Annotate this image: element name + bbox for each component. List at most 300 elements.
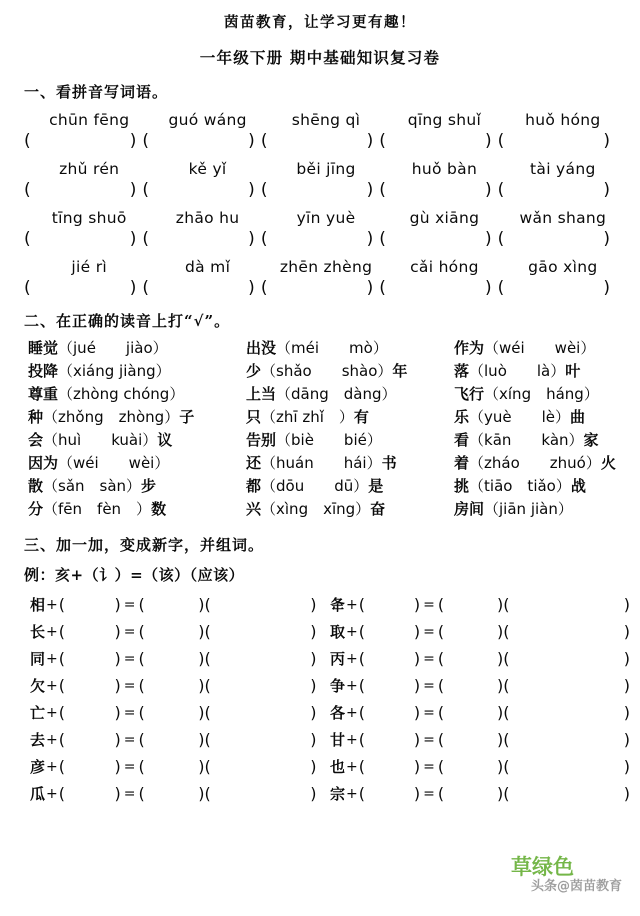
open-paren: ( <box>503 649 510 668</box>
add-char-exercise <box>30 729 330 750</box>
new-character-blank[interactable] <box>138 784 204 803</box>
tone-choice-item[interactable] <box>28 337 246 360</box>
tone-choice-item[interactable] <box>454 475 628 498</box>
close-paren: ) <box>248 229 255 249</box>
close-paren: ) <box>623 676 630 695</box>
answer-blank[interactable] <box>261 133 379 150</box>
plus-sign: + <box>46 623 58 640</box>
tone-options[interactable]: （jué jiào） <box>58 339 168 357</box>
word-blank[interactable] <box>503 703 630 722</box>
tone-choice-row <box>28 383 628 406</box>
add-char-exercise <box>330 702 630 723</box>
answer-blank[interactable] <box>24 280 142 297</box>
open-paren: ( <box>204 703 211 722</box>
answer-blank[interactable] <box>261 231 379 248</box>
answer-blank[interactable] <box>498 280 616 297</box>
tone-choice-item[interactable] <box>454 429 628 452</box>
base-character: 甘 <box>330 731 346 749</box>
pinyin-word: huǒ bàn <box>411 160 478 178</box>
pinyin-word: wǎn shang <box>519 209 607 227</box>
add-char-row <box>30 699 630 726</box>
tone-word: 还 <box>246 454 262 472</box>
radical-blank[interactable] <box>359 622 420 641</box>
close-paren: ) <box>114 757 121 776</box>
tone-options[interactable]: （fēn fèn ） <box>43 500 152 518</box>
base-character: 也 <box>330 758 346 776</box>
word-blank[interactable] <box>204 649 316 668</box>
open-paren: ( <box>358 730 365 749</box>
close-paren: ) <box>413 595 421 614</box>
new-character-blank[interactable] <box>138 676 204 695</box>
close-paren: ) <box>114 622 121 641</box>
radical-blank[interactable] <box>359 784 420 803</box>
equals-sign: = <box>123 677 136 694</box>
equals-sign: = <box>123 650 136 667</box>
open-paren: ( <box>204 757 211 776</box>
equals-sign: = <box>123 758 136 775</box>
pinyin-word: zhēn zhèng <box>279 258 373 276</box>
tone-options[interactable]: （huán hái） <box>261 454 382 472</box>
open-paren: ( <box>58 676 65 695</box>
close-paren: ) <box>198 649 205 668</box>
pinyin-word: gù xiāng <box>409 209 480 227</box>
tone-word: 因为 <box>28 454 59 472</box>
word-blank[interactable] <box>204 622 316 641</box>
tone-choice-item[interactable] <box>246 475 454 498</box>
open-paren: ( <box>379 278 386 298</box>
word-blank[interactable] <box>503 784 630 803</box>
base-character: 去 <box>30 731 46 749</box>
word-blank[interactable] <box>204 595 316 614</box>
tone-options[interactable]: （xíng háng） <box>484 385 599 403</box>
tone-word-suffix: 议 <box>157 431 173 449</box>
open-paren: ( <box>58 649 65 668</box>
add-char-exercise <box>330 729 630 750</box>
tone-options[interactable]: （kān kàn） <box>469 431 584 449</box>
close-paren: ) <box>623 622 630 641</box>
tone-choice-item[interactable] <box>28 475 246 498</box>
answer-blank[interactable] <box>498 182 616 199</box>
tone-word-suffix: 家 <box>583 431 599 449</box>
close-paren: ) <box>198 730 205 749</box>
add-char-exercise <box>30 675 330 696</box>
plus-sign: + <box>46 785 58 802</box>
open-paren: ( <box>497 229 505 249</box>
open-paren: ( <box>138 730 145 749</box>
tone-options[interactable]: （méi mò） <box>276 339 388 357</box>
new-character-blank[interactable] <box>138 622 204 641</box>
close-paren: ) <box>310 730 317 749</box>
tone-options[interactable]: （sǎn sàn） <box>43 477 142 495</box>
new-character-blank[interactable] <box>138 757 204 776</box>
tone-choice-item[interactable] <box>28 406 246 429</box>
word-blank[interactable] <box>503 595 630 614</box>
pinyin-word: dà mǐ <box>185 258 231 276</box>
add-char-row <box>30 780 630 807</box>
watermark <box>460 850 630 900</box>
open-paren: ( <box>437 595 445 614</box>
answer-blank[interactable] <box>142 182 260 199</box>
add-char-row <box>30 618 630 645</box>
open-paren: ( <box>497 278 505 298</box>
tone-options[interactable]: （tiāo tiǎo） <box>469 477 571 495</box>
add-char-exercise <box>330 756 630 777</box>
word-blank[interactable] <box>204 703 316 722</box>
open-paren: ( <box>437 784 445 803</box>
base-character: 彦 <box>30 758 46 776</box>
close-paren: ) <box>413 784 421 803</box>
add-char-exercise <box>30 756 330 777</box>
tone-options[interactable]: （huì kuài） <box>43 431 158 449</box>
close-paren: ) <box>114 595 121 614</box>
new-character-blank[interactable] <box>438 784 503 803</box>
tone-choice-item[interactable] <box>246 498 454 521</box>
tone-options[interactable]: （jiān jiàn） <box>484 500 573 518</box>
tone-word: 出没 <box>246 339 277 357</box>
tone-choice-item[interactable] <box>454 360 628 383</box>
pinyin-word: cǎi hóng <box>410 258 479 276</box>
open-paren: ( <box>58 757 65 776</box>
open-paren: ( <box>142 180 150 200</box>
pinyin-word: qīng shuǐ <box>407 111 482 129</box>
open-paren: ( <box>58 622 65 641</box>
tone-choice-item[interactable] <box>454 452 628 475</box>
new-character-blank[interactable] <box>438 595 503 614</box>
word-blank[interactable] <box>204 730 316 749</box>
close-paren: ) <box>248 131 255 151</box>
add-char-exercise <box>330 675 630 696</box>
open-paren: ( <box>379 229 386 249</box>
open-paren: ( <box>142 131 150 151</box>
open-paren: ( <box>437 757 445 776</box>
close-paren: ) <box>496 757 504 776</box>
plus-sign: + <box>46 596 58 613</box>
new-character-blank[interactable] <box>138 703 204 722</box>
open-paren: ( <box>503 784 510 803</box>
watermark-brand-green: 草绿色 <box>511 855 574 879</box>
close-paren: ) <box>129 229 137 249</box>
plus-sign: + <box>46 677 58 694</box>
pinyin-word: shēng qì <box>291 111 361 129</box>
tone-choice-item[interactable] <box>454 406 628 429</box>
open-paren: ( <box>58 784 65 803</box>
close-paren: ) <box>603 278 611 298</box>
open-paren: ( <box>204 730 211 749</box>
word-blank[interactable] <box>503 622 630 641</box>
close-paren: ) <box>366 131 374 151</box>
open-paren: ( <box>58 703 65 722</box>
tone-word: 分 <box>28 500 44 518</box>
answer-blank[interactable] <box>142 133 260 150</box>
word-blank[interactable] <box>204 676 316 695</box>
new-character-blank[interactable] <box>438 757 503 776</box>
radical-blank[interactable] <box>359 649 420 668</box>
open-paren: ( <box>503 757 510 776</box>
open-paren: ( <box>58 730 65 749</box>
base-character: 夅 <box>330 596 346 614</box>
radical-blank[interactable] <box>59 784 121 803</box>
tone-choice-item[interactable] <box>246 452 454 475</box>
answer-blank[interactable] <box>261 280 379 297</box>
tone-choice-item[interactable] <box>28 498 246 521</box>
tone-word-suffix: 是 <box>368 477 384 495</box>
plus-sign: + <box>346 596 358 613</box>
open-paren: ( <box>24 278 31 298</box>
open-paren: ( <box>260 278 268 298</box>
answer-blank[interactable] <box>24 182 142 199</box>
answer-blank[interactable] <box>498 231 616 248</box>
close-paren: ) <box>114 730 121 749</box>
radical-blank[interactable] <box>359 703 420 722</box>
tone-word: 房间 <box>454 500 485 518</box>
equals-sign: = <box>123 704 136 721</box>
open-paren: ( <box>24 131 31 151</box>
section-2-body <box>0 337 640 521</box>
tone-word-suffix: 曲 <box>570 408 586 426</box>
tone-choice-row <box>28 406 628 429</box>
tone-options[interactable]: （zháo zhuó） <box>469 454 601 472</box>
add-char-exercise <box>30 648 330 669</box>
answer-blank[interactable] <box>142 280 260 297</box>
radical-blank[interactable] <box>59 649 121 668</box>
tone-word: 只 <box>246 408 262 426</box>
equals-sign: = <box>423 731 435 748</box>
add-char-row <box>30 645 630 672</box>
new-character-blank[interactable] <box>438 730 503 749</box>
word-blank[interactable] <box>503 730 630 749</box>
base-character: 丙 <box>330 650 346 668</box>
plus-sign: + <box>346 731 358 748</box>
open-paren: ( <box>503 595 510 614</box>
tone-word: 落 <box>454 362 470 380</box>
tone-word: 睡觉 <box>28 339 59 357</box>
new-character-blank[interactable] <box>438 703 503 722</box>
base-character: 取 <box>330 623 346 641</box>
add-char-exercise <box>30 621 330 642</box>
pinyin-word: gāo xìng <box>528 258 598 276</box>
row-spacer <box>0 248 640 258</box>
close-paren: ) <box>310 703 317 722</box>
tone-choice-item[interactable] <box>28 383 246 406</box>
tone-choice-item[interactable] <box>246 429 454 452</box>
close-paren: ) <box>496 730 504 749</box>
add-char-row <box>30 726 630 753</box>
base-character: 长 <box>30 623 46 641</box>
tone-choice-row <box>28 429 628 452</box>
word-blank[interactable] <box>204 757 316 776</box>
tone-choice-item[interactable] <box>246 406 454 429</box>
close-paren: ) <box>198 784 205 803</box>
tone-choice-row <box>28 475 628 498</box>
open-paren: ( <box>358 622 365 641</box>
close-paren: ) <box>310 784 317 803</box>
equals-sign: = <box>423 758 435 775</box>
add-char-exercise <box>330 648 630 669</box>
tone-choice-item[interactable] <box>246 383 454 406</box>
close-paren: ) <box>366 180 374 200</box>
answer-blank[interactable] <box>379 133 497 150</box>
close-paren: ) <box>413 676 421 695</box>
word-blank[interactable] <box>503 757 630 776</box>
tone-options[interactable]: （dāng dàng） <box>276 385 397 403</box>
equals-sign: = <box>123 731 136 748</box>
close-paren: ) <box>413 622 421 641</box>
pinyin-word: zhāo hu <box>175 209 240 227</box>
open-paren: ( <box>503 622 510 641</box>
tone-word-suffix: 书 <box>381 454 397 472</box>
open-paren: ( <box>138 784 145 803</box>
tone-options[interactable]: （wéi wèi） <box>484 339 596 357</box>
open-paren: ( <box>142 229 150 249</box>
radical-blank[interactable] <box>359 757 420 776</box>
pinyin-word: yīn yuè <box>296 209 356 227</box>
word-blank[interactable] <box>503 649 630 668</box>
close-paren: ) <box>413 757 421 776</box>
page-title: 一年级下册 期中基础知识复习卷 <box>199 48 441 67</box>
new-character-blank[interactable] <box>438 649 503 668</box>
pinyin-word: guó wáng <box>168 111 247 129</box>
answer-blank[interactable] <box>24 231 142 248</box>
close-paren: ) <box>496 649 504 668</box>
answer-blank[interactable] <box>24 133 142 150</box>
open-paren: ( <box>437 676 445 695</box>
answer-blank[interactable] <box>142 231 260 248</box>
open-paren: ( <box>379 131 386 151</box>
add-char-exercise <box>30 594 330 615</box>
tone-choice-item[interactable] <box>454 498 628 521</box>
open-paren: ( <box>204 622 211 641</box>
section-1-body <box>0 111 640 297</box>
tone-choice-item[interactable] <box>28 429 246 452</box>
radical-blank[interactable] <box>59 595 121 614</box>
pinyin-word: tài yáng <box>530 160 596 178</box>
word-blank[interactable] <box>204 784 316 803</box>
close-paren: ) <box>310 595 317 614</box>
close-paren: ) <box>129 278 137 298</box>
open-paren: ( <box>358 703 365 722</box>
open-paren: ( <box>138 595 145 614</box>
open-paren: ( <box>503 730 510 749</box>
close-paren: ) <box>496 622 504 641</box>
plus-sign: + <box>346 677 358 694</box>
equals-sign: = <box>423 650 435 667</box>
radical-blank[interactable] <box>59 676 121 695</box>
new-character-blank[interactable] <box>438 676 503 695</box>
close-paren: ) <box>496 676 504 695</box>
tone-word-suffix: 步 <box>141 477 157 495</box>
plus-sign: + <box>346 785 358 802</box>
answer-blank[interactable] <box>379 182 497 199</box>
tone-options[interactable]: （zhī zhǐ ） <box>261 408 354 426</box>
tone-options[interactable]: （zhòng chóng） <box>58 385 185 403</box>
new-character-blank[interactable] <box>138 649 204 668</box>
close-paren: ) <box>248 180 255 200</box>
radical-blank[interactable] <box>359 730 420 749</box>
plus-sign: + <box>46 731 58 748</box>
answer-blank-row <box>24 280 616 297</box>
word-blank[interactable] <box>503 676 630 695</box>
close-paren: ) <box>603 180 611 200</box>
base-character: 宗 <box>330 785 346 803</box>
close-paren: ) <box>114 649 121 668</box>
close-paren: ) <box>310 622 317 641</box>
equals-sign: = <box>123 596 136 613</box>
tone-word-suffix: 火 <box>600 454 616 472</box>
radical-blank[interactable] <box>359 676 420 695</box>
tone-choice-item[interactable] <box>28 452 246 475</box>
open-paren: ( <box>503 703 510 722</box>
new-character-blank[interactable] <box>438 622 503 641</box>
tone-options[interactable]: （wéi wèi） <box>58 454 170 472</box>
radical-blank[interactable] <box>59 757 121 776</box>
plus-sign: + <box>346 758 358 775</box>
pinyin-word: tīng shuō <box>51 209 127 227</box>
tone-word: 告别 <box>246 431 277 449</box>
tone-options[interactable]: （dōu dū） <box>261 477 369 495</box>
answer-blank[interactable] <box>498 133 616 150</box>
answer-blank[interactable] <box>379 231 497 248</box>
plus-sign: + <box>346 704 358 721</box>
tone-choice-item[interactable] <box>454 383 628 406</box>
plus-sign: + <box>46 704 58 721</box>
open-paren: ( <box>24 229 31 249</box>
open-paren: ( <box>358 595 365 614</box>
equals-sign: = <box>123 623 136 640</box>
tone-options[interactable]: （biè bié） <box>276 431 382 449</box>
equals-sign: = <box>423 677 435 694</box>
radical-blank[interactable] <box>59 703 121 722</box>
tone-options[interactable]: （zhǒng zhòng） <box>43 408 180 426</box>
tone-word: 投降 <box>28 362 59 380</box>
radical-blank[interactable] <box>59 730 121 749</box>
radical-blank[interactable] <box>359 595 420 614</box>
radical-blank[interactable] <box>59 622 121 641</box>
open-paren: ( <box>24 180 31 200</box>
add-char-exercise <box>30 702 330 723</box>
tone-word: 种 <box>28 408 44 426</box>
new-character-blank[interactable] <box>138 595 204 614</box>
tone-word-suffix: 有 <box>353 408 369 426</box>
tone-word: 尊重 <box>28 385 59 403</box>
add-char-exercise <box>330 783 630 804</box>
tone-choice-item[interactable] <box>454 337 628 360</box>
tone-options[interactable]: （xìng xīng） <box>261 500 371 518</box>
tone-word: 飞行 <box>454 385 485 403</box>
close-paren: ) <box>484 131 492 151</box>
section-3-example: 例：亥+（讠）=（该）（应该） <box>24 566 245 584</box>
tone-options[interactable]: （luò là） <box>469 362 566 380</box>
tone-choice-item[interactable] <box>246 360 454 383</box>
tone-options[interactable]: （xiáng jiàng） <box>58 362 171 380</box>
close-paren: ) <box>484 278 492 298</box>
add-char-row <box>30 591 630 618</box>
open-paren: ( <box>138 649 145 668</box>
open-paren: ( <box>497 180 505 200</box>
open-paren: ( <box>497 131 505 151</box>
tone-options[interactable]: （yuè lè） <box>469 408 571 426</box>
tone-choice-item[interactable] <box>28 360 246 383</box>
base-character: 各 <box>330 704 346 722</box>
tone-options[interactable]: （shǎo shào） <box>261 362 393 380</box>
answer-blank[interactable] <box>379 280 497 297</box>
open-paren: ( <box>503 676 510 695</box>
close-paren: ) <box>114 703 121 722</box>
tone-word: 散 <box>28 477 44 495</box>
close-paren: ) <box>603 131 611 151</box>
tone-choice-item[interactable] <box>246 337 454 360</box>
new-character-blank[interactable] <box>138 730 204 749</box>
answer-blank[interactable] <box>261 182 379 199</box>
